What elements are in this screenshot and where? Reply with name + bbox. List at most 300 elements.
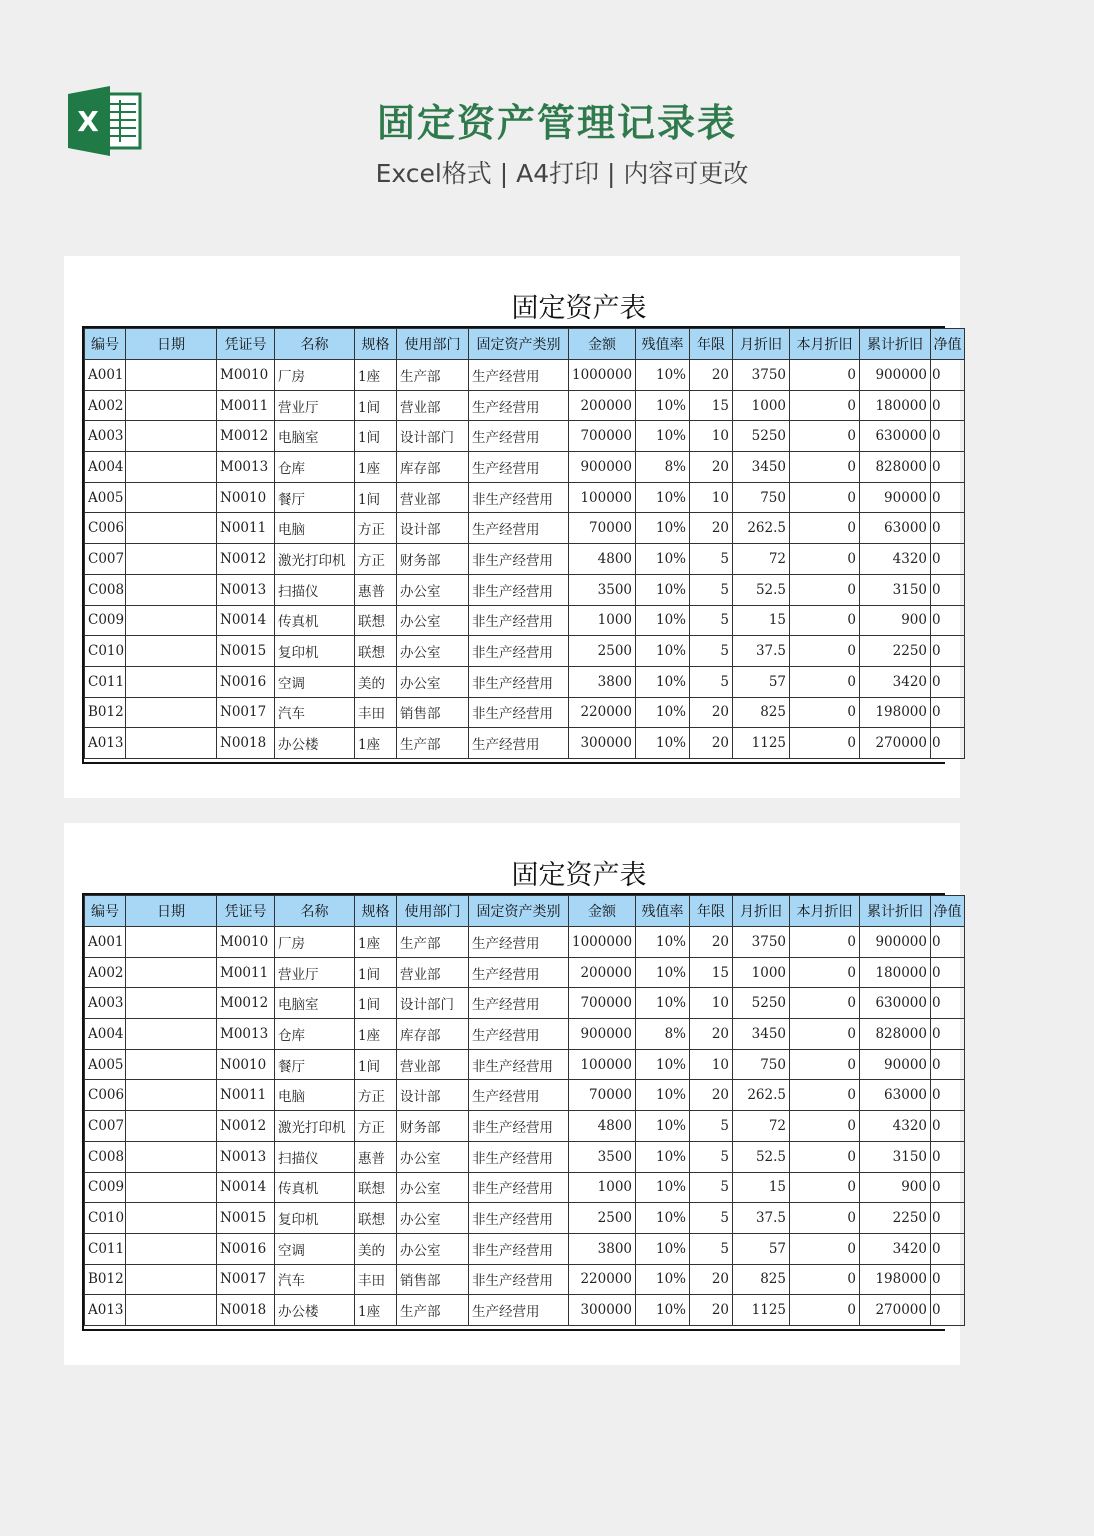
table-cell: 办公楼	[275, 1295, 355, 1326]
table-cell: 1间	[355, 1049, 397, 1080]
table-cell: N0011	[217, 513, 275, 544]
table-cell	[126, 1049, 217, 1080]
table-cell: A004	[85, 1019, 126, 1050]
table-cell: 办公室	[397, 636, 469, 667]
table-cell: 非生产经营用	[469, 605, 569, 636]
table-cell: 10%	[636, 988, 690, 1019]
table-cell: 15	[733, 605, 790, 636]
table-cell: 10%	[636, 1264, 690, 1295]
table-cell: 20	[690, 697, 733, 728]
table-cell: 5	[690, 574, 733, 605]
table-cell: 3420	[860, 1233, 931, 1264]
table-cell: 0	[931, 482, 965, 513]
table-cell: 电脑	[275, 513, 355, 544]
table-cell: 10%	[636, 666, 690, 697]
table-cell: 空调	[275, 666, 355, 697]
table-cell: N0017	[217, 697, 275, 728]
table-row	[85, 390, 965, 421]
table-cell: 非生产经营用	[469, 1141, 569, 1172]
table-cell: 生产部	[397, 360, 469, 391]
table-cell	[126, 452, 217, 483]
table-cell: 5	[690, 1172, 733, 1203]
table-cell: 825	[733, 697, 790, 728]
table-cell: 0	[931, 452, 965, 483]
table-cell: N0013	[217, 1141, 275, 1172]
table-cell: 0	[931, 728, 965, 759]
table-cell: A002	[85, 390, 126, 421]
table-cell: 仓库	[275, 452, 355, 483]
column-header: 名称	[275, 329, 355, 360]
table-cell: 生产经营用	[469, 988, 569, 1019]
table-cell: N0017	[217, 1264, 275, 1295]
table-cell: 0	[790, 513, 860, 544]
table-cell: 10%	[636, 605, 690, 636]
table-cell: 0	[931, 1049, 965, 1080]
asset-table-wrap	[82, 326, 962, 764]
logo-letter: X	[77, 105, 99, 138]
table-cell: 0	[790, 360, 860, 391]
table-cell: 10%	[636, 1049, 690, 1080]
table-cell	[126, 605, 217, 636]
table-cell: 100000	[569, 1049, 636, 1080]
table-cell: 非生产经营用	[469, 697, 569, 728]
table-cell: 0	[790, 1049, 860, 1080]
table-cell: 0	[931, 1172, 965, 1203]
table-cell: 2250	[860, 1203, 931, 1234]
table-cell: 2250	[860, 636, 931, 667]
column-header: 本月折旧	[790, 896, 860, 927]
table-cell: 63000	[860, 513, 931, 544]
table-cell: 库存部	[397, 452, 469, 483]
table-cell: 办公室	[397, 605, 469, 636]
table-cell: N0016	[217, 666, 275, 697]
column-header: 固定资产类别	[469, 329, 569, 360]
table-cell: 198000	[860, 697, 931, 728]
table-cell: 办公室	[397, 1203, 469, 1234]
table-cell: N0014	[217, 1172, 275, 1203]
column-header: 净值	[931, 329, 965, 360]
table-cell: 非生产经营用	[469, 544, 569, 575]
table-cell: C006	[85, 513, 126, 544]
table-cell: 联想	[355, 605, 397, 636]
column-header: 日期	[126, 329, 217, 360]
table-cell: 4800	[569, 544, 636, 575]
table-cell: 10	[690, 421, 733, 452]
table-cell	[126, 390, 217, 421]
table-cell: 0	[790, 1111, 860, 1142]
table-cell	[126, 927, 217, 958]
table-cell: 5	[690, 1233, 733, 1264]
table-cell: A005	[85, 482, 126, 513]
table-cell: 1间	[355, 421, 397, 452]
table-cell: 10%	[636, 1141, 690, 1172]
table-cell: 10%	[636, 636, 690, 667]
table-cell: 1座	[355, 360, 397, 391]
table-cell: 3750	[733, 360, 790, 391]
table-cell: 生产经营用	[469, 1080, 569, 1111]
table-cell: C006	[85, 1080, 126, 1111]
table-cell: 3150	[860, 574, 931, 605]
table-row	[85, 1141, 965, 1172]
table-cell: 方正	[355, 513, 397, 544]
table-cell: 10%	[636, 360, 690, 391]
table-cell: A001	[85, 927, 126, 958]
table-cell: N0018	[217, 1295, 275, 1326]
column-header: 名称	[275, 896, 355, 927]
table-cell: 0	[931, 1080, 965, 1111]
table-cell: C011	[85, 1233, 126, 1264]
table-cell: 营业厅	[275, 957, 355, 988]
table-cell: 0	[931, 988, 965, 1019]
table-cell: 0	[790, 697, 860, 728]
table-cell: 设计部	[397, 513, 469, 544]
table-cell: 汽车	[275, 697, 355, 728]
table-cell: 1座	[355, 927, 397, 958]
table-cell	[126, 1172, 217, 1203]
table-cell: 办公室	[397, 574, 469, 605]
table-cell: A003	[85, 421, 126, 452]
table-cell: 10%	[636, 482, 690, 513]
table-cell: 20	[690, 452, 733, 483]
table-cell: 0	[931, 636, 965, 667]
table-cell: 70000	[569, 513, 636, 544]
table-cell: 0	[931, 544, 965, 575]
column-header: 凭证号	[217, 329, 275, 360]
table-cell: 生产经营用	[469, 390, 569, 421]
column-header: 年限	[690, 896, 733, 927]
table-cell: 仓库	[275, 1019, 355, 1050]
table-cell: 0	[790, 988, 860, 1019]
table-row	[85, 452, 965, 483]
table-cell: 非生产经营用	[469, 666, 569, 697]
table-cell: 0	[790, 574, 860, 605]
table-cell: 3500	[569, 1141, 636, 1172]
table-cell: 0	[931, 605, 965, 636]
table-cell: 0	[931, 574, 965, 605]
table-cell: 生产经营用	[469, 452, 569, 483]
table-cell: N0015	[217, 636, 275, 667]
table-cell: 15	[690, 957, 733, 988]
table-cell: 100000	[569, 482, 636, 513]
table-cell: 营业部	[397, 957, 469, 988]
table-cell: 办公室	[397, 1141, 469, 1172]
table-cell: 72	[733, 544, 790, 575]
table-cell	[126, 1233, 217, 1264]
table-cell: 10%	[636, 390, 690, 421]
page-title: 固定资产管理记录表	[376, 101, 737, 145]
table-cell: 生产经营用	[469, 728, 569, 759]
table-cell: 0	[931, 1019, 965, 1050]
table-cell: 8%	[636, 452, 690, 483]
table-cell: 扫描仪	[275, 574, 355, 605]
table-cell: 传真机	[275, 1172, 355, 1203]
table-cell: 63000	[860, 1080, 931, 1111]
table-cell: 销售部	[397, 1264, 469, 1295]
table-cell: 0	[931, 513, 965, 544]
table-cell: C007	[85, 1111, 126, 1142]
table-cell: 4320	[860, 1111, 931, 1142]
table-row	[85, 1172, 965, 1203]
table-cell: 非生产经营用	[469, 1111, 569, 1142]
table-cell	[126, 1141, 217, 1172]
table-cell: 0	[931, 1264, 965, 1295]
column-header: 残值率	[636, 329, 690, 360]
table-cell: A001	[85, 360, 126, 391]
table-cell: 1000	[733, 957, 790, 988]
table-cell: 5	[690, 1111, 733, 1142]
table-cell: 生产部	[397, 728, 469, 759]
table-cell: 220000	[569, 697, 636, 728]
table-cell: 财务部	[397, 544, 469, 575]
table-cell: 3450	[733, 452, 790, 483]
table-cell: C009	[85, 1172, 126, 1203]
table-cell: 美的	[355, 1233, 397, 1264]
table-cell: 生产部	[397, 1295, 469, 1326]
table-cell: C007	[85, 544, 126, 575]
table-cell: 262.5	[733, 513, 790, 544]
table-row	[85, 574, 965, 605]
table-cell: 0	[790, 605, 860, 636]
table-cell	[126, 421, 217, 452]
table-cell: 0	[790, 1019, 860, 1050]
table-cell: 营业部	[397, 390, 469, 421]
table-cell: 180000	[860, 390, 931, 421]
table-cell: 0	[931, 1111, 965, 1142]
table-cell: 52.5	[733, 1141, 790, 1172]
table-row	[85, 666, 965, 697]
table-row	[85, 636, 965, 667]
table-cell: 10	[690, 1049, 733, 1080]
table-cell: 20	[690, 1295, 733, 1326]
table-cell: 财务部	[397, 1111, 469, 1142]
table-cell: 270000	[860, 1295, 931, 1326]
table-cell: 20	[690, 360, 733, 391]
table-cell: 激光打印机	[275, 1111, 355, 1142]
table-cell: 非生产经营用	[469, 1264, 569, 1295]
table-cell	[126, 957, 217, 988]
column-header: 凭证号	[217, 896, 275, 927]
table-cell: 1000	[569, 1172, 636, 1203]
table-cell: 10%	[636, 1111, 690, 1142]
table-cell: 1125	[733, 728, 790, 759]
table-cell	[126, 728, 217, 759]
table-cell: 900000	[860, 927, 931, 958]
table-cell: N0016	[217, 1233, 275, 1264]
table-cell: N0013	[217, 574, 275, 605]
table-cell: 营业部	[397, 1049, 469, 1080]
table-cell: 4800	[569, 1111, 636, 1142]
table-cell: 10%	[636, 1203, 690, 1234]
table-cell: 0	[790, 452, 860, 483]
table-cell: 750	[733, 482, 790, 513]
table-cell: 电脑	[275, 1080, 355, 1111]
table-cell: 15	[690, 390, 733, 421]
table-cell: 5250	[733, 988, 790, 1019]
page-subtitle: Excel格式 | A4打印 | 内容可更改	[375, 159, 749, 188]
table-cell: N0011	[217, 1080, 275, 1111]
table-cell: B012	[85, 697, 126, 728]
table-cell: 10%	[636, 1172, 690, 1203]
table-cell: 0	[931, 1141, 965, 1172]
asset-table	[84, 895, 965, 1326]
table-cell	[126, 513, 217, 544]
table-cell: 700000	[569, 988, 636, 1019]
table-cell: 惠普	[355, 574, 397, 605]
table-cell	[126, 697, 217, 728]
table-cell: M0010	[217, 927, 275, 958]
column-header: 编号	[85, 896, 126, 927]
table-cell: 20	[690, 513, 733, 544]
table-cell: 1间	[355, 482, 397, 513]
table-cell: 10	[690, 988, 733, 1019]
table-cell: 方正	[355, 1080, 397, 1111]
table-cell: 10%	[636, 957, 690, 988]
table-cell: M0013	[217, 452, 275, 483]
table-cell: 方正	[355, 1111, 397, 1142]
table-cell: 700000	[569, 421, 636, 452]
table-cell: 3150	[860, 1141, 931, 1172]
table-cell: 激光打印机	[275, 544, 355, 575]
table-cell: 300000	[569, 1295, 636, 1326]
table-cell: 生产部	[397, 927, 469, 958]
table-cell: 10%	[636, 421, 690, 452]
table-cell: 0	[790, 1141, 860, 1172]
table-cell: 3450	[733, 1019, 790, 1050]
table-cell	[126, 636, 217, 667]
table-cell: 900	[860, 1172, 931, 1203]
column-header: 规格	[355, 329, 397, 360]
table-cell: A005	[85, 1049, 126, 1080]
table-cell: C010	[85, 636, 126, 667]
table-cell: 900000	[569, 452, 636, 483]
table-cell: 营业厅	[275, 390, 355, 421]
table-cell: 丰田	[355, 697, 397, 728]
table-cell: 5	[690, 1203, 733, 1234]
table-cell: 办公室	[397, 1172, 469, 1203]
table-cell: 电脑室	[275, 988, 355, 1019]
table-cell	[126, 574, 217, 605]
table-cell: 90000	[860, 482, 931, 513]
table-cell: 1000	[569, 605, 636, 636]
table-cell	[126, 360, 217, 391]
column-header: 金额	[569, 896, 636, 927]
table-cell	[126, 482, 217, 513]
column-header: 编号	[85, 329, 126, 360]
table-cell: 方正	[355, 544, 397, 575]
table-cell: 复印机	[275, 636, 355, 667]
table-cell: 设计部门	[397, 421, 469, 452]
table-row	[85, 544, 965, 575]
table-cell: C009	[85, 605, 126, 636]
table-cell: 2500	[569, 1203, 636, 1234]
table-cell: 3420	[860, 666, 931, 697]
table-cell: 1125	[733, 1295, 790, 1326]
table-cell: M0012	[217, 421, 275, 452]
table-cell: 1座	[355, 1019, 397, 1050]
table-cell: 72	[733, 1111, 790, 1142]
asset-table-wrap	[82, 893, 962, 1331]
table-cell: 10%	[636, 728, 690, 759]
table-cell: 20	[690, 1264, 733, 1295]
table-cell: 198000	[860, 1264, 931, 1295]
table-cell: 营业部	[397, 482, 469, 513]
column-header: 本月折旧	[790, 329, 860, 360]
table-cell: N0018	[217, 728, 275, 759]
table-cell: 10%	[636, 1233, 690, 1264]
table-cell: 0	[790, 957, 860, 988]
table-cell: N0014	[217, 605, 275, 636]
table-cell: 900	[860, 605, 931, 636]
table-cell: 900000	[860, 360, 931, 391]
sheet-title: 固定资产表	[511, 860, 647, 891]
table-cell: 10%	[636, 513, 690, 544]
table-cell: N0012	[217, 1111, 275, 1142]
table-cell: 0	[790, 666, 860, 697]
table-cell: 20	[690, 1080, 733, 1111]
table-cell: 8%	[636, 1019, 690, 1050]
table-cell: 0	[790, 1172, 860, 1203]
table-cell: N0010	[217, 1049, 275, 1080]
table-cell: C010	[85, 1203, 126, 1234]
table-cell: 传真机	[275, 605, 355, 636]
table-cell: 828000	[860, 452, 931, 483]
table-cell: 联想	[355, 1172, 397, 1203]
table-cell: 非生产经营用	[469, 1203, 569, 1234]
column-header: 月折旧	[733, 896, 790, 927]
table-cell	[126, 1080, 217, 1111]
table-cell: 空调	[275, 1233, 355, 1264]
table-cell: 1间	[355, 957, 397, 988]
table-cell: 1间	[355, 988, 397, 1019]
table-cell: 15	[733, 1172, 790, 1203]
sheet-title: 固定资产表	[511, 293, 647, 324]
table-cell: 生产经营用	[469, 360, 569, 391]
table-cell: 丰田	[355, 1264, 397, 1295]
table-cell: 5	[690, 1141, 733, 1172]
table-row	[85, 1233, 965, 1264]
table-cell: 非生产经营用	[469, 636, 569, 667]
table-cell: 3500	[569, 574, 636, 605]
table-cell: 10%	[636, 1080, 690, 1111]
table-cell: A013	[85, 1295, 126, 1326]
table-cell: 0	[790, 390, 860, 421]
column-header: 金额	[569, 329, 636, 360]
table-cell: 3800	[569, 666, 636, 697]
table-cell: 0	[790, 421, 860, 452]
table-row	[85, 927, 965, 958]
table-cell: 20	[690, 1019, 733, 1050]
table-cell: 220000	[569, 1264, 636, 1295]
table-cell: 1000	[733, 390, 790, 421]
table-cell: 10%	[636, 697, 690, 728]
table-cell: 70000	[569, 1080, 636, 1111]
column-header: 残值率	[636, 896, 690, 927]
table-cell: 750	[733, 1049, 790, 1080]
table-cell: 餐厅	[275, 1049, 355, 1080]
sheet-preview-2	[64, 823, 960, 1365]
table-cell: 5	[690, 666, 733, 697]
sheet-preview-1	[64, 256, 960, 798]
table-cell: 非生产经营用	[469, 1233, 569, 1264]
table-cell: 52.5	[733, 574, 790, 605]
table-cell: 2500	[569, 636, 636, 667]
table-cell: M0013	[217, 1019, 275, 1050]
table-cell	[126, 988, 217, 1019]
table-cell: 汽车	[275, 1264, 355, 1295]
table-cell: 630000	[860, 988, 931, 1019]
table-cell: 37.5	[733, 1203, 790, 1234]
table-cell	[126, 1295, 217, 1326]
